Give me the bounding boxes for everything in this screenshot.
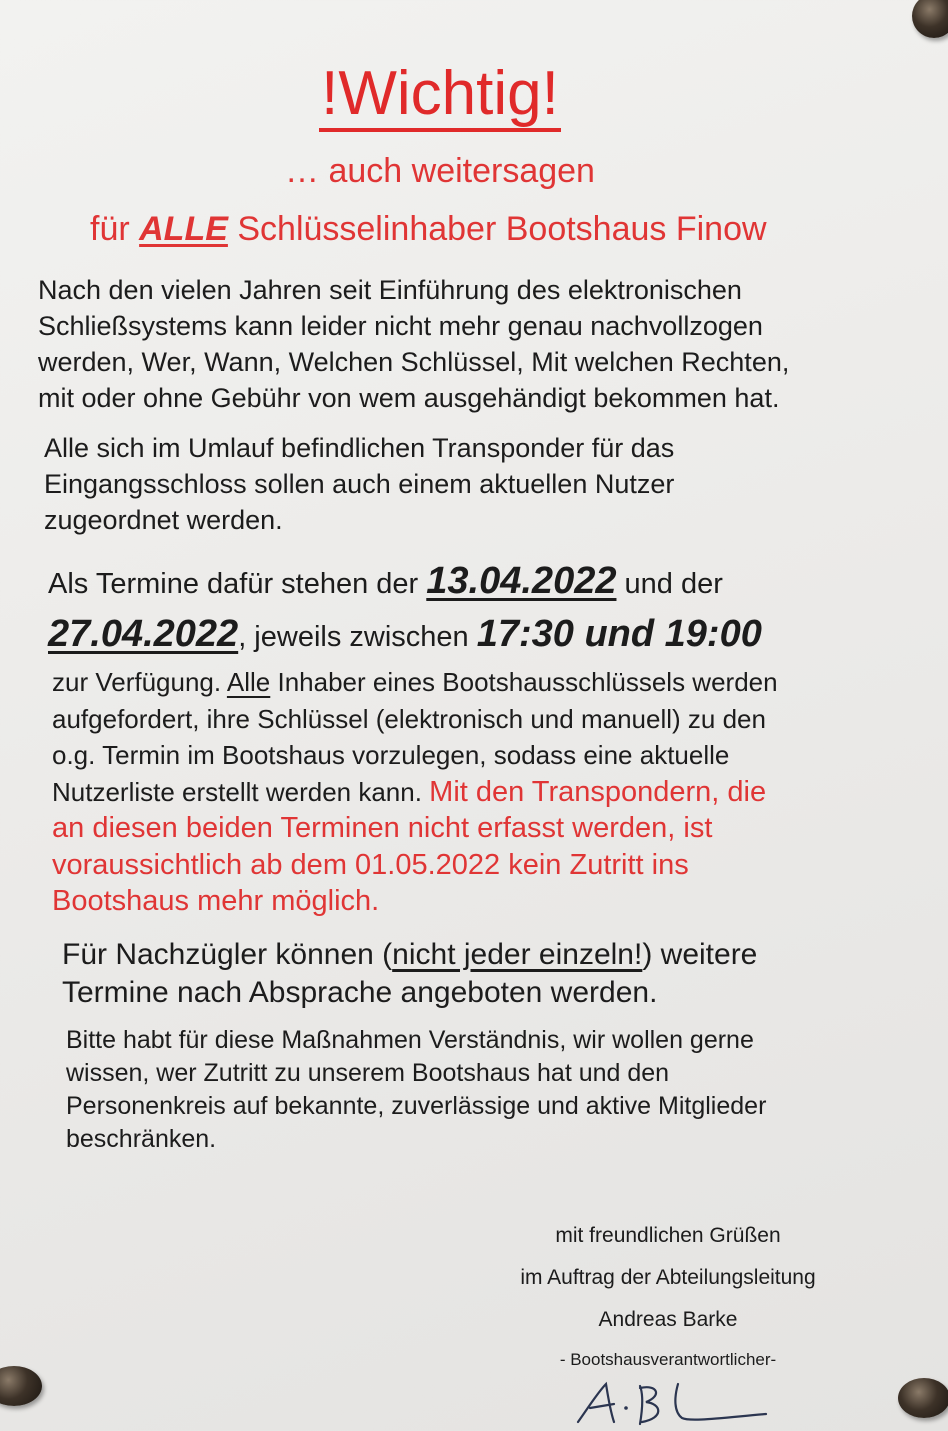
warning-text: Bootshaus mehr möglich. <box>52 885 380 917</box>
warning-text: an diesen beiden Terminen nicht erfasst werden, ist <box>52 812 713 844</box>
notice-subtitle: … auch weitersagen <box>285 152 595 190</box>
paragraph-transponders: Alle sich im Umlauf befindlichen Transponder für das Eingangsschloss sollen auch einem aktuellen Nutzer zugeordnet werden. <box>44 433 675 535</box>
date-first: 13.04.2022 <box>426 560 617 602</box>
paragraph-instructions: zur Verfügung. Alle Inhaber eines Bootshausschlüssels werden aufgefordert, ihre Schlüssel (elektronisch und manuell) zu den o.g. Termin im Bootshaus vorzulegen, sodass eine aktuelle Nutzerliste erstellt werden kann. Mit den Transpondern, die an diesen beiden Terminen nicht erfasst werden, ist voraussichtlich ab dem 01.05.2022 kein Zutritt ins Bootshaus mehr möglich. <box>52 664 778 920</box>
date-second: 27.04.2022 <box>48 613 239 655</box>
warning-text: Mit den Transpondern, die <box>429 775 767 808</box>
closing-greeting: mit freundlichen Grüßen <box>555 1224 781 1247</box>
paragraph-latecomers: Für Nachzügler können (nicht jeder einzeln!) weitere Termine nach Absprache angeboten werden. <box>62 938 758 1009</box>
closing-name: Andreas Barke <box>598 1308 738 1331</box>
notice-title: !Wichtig! <box>0 58 880 129</box>
pushpin-icon <box>0 1366 42 1406</box>
audience-emphasis: ALLE <box>139 210 228 248</box>
closing-role: - Bootshausverantwortlicher- <box>559 1350 777 1369</box>
paragraph-history: Nach den vielen Jahren seit Einführung des elektronischen Schließsystems kann leider nicht mehr genau nachvollzogen werden, Wer, Wann, Welchen Schlüssel, Mit welchen Rechten, mit oder ohne Gebühr von wem ausgehändigt bekommen hat. <box>38 275 790 413</box>
paragraph-appeal: Bitte habt für diese Maßnahmen Verständnis, wir wollen gerne wissen, wer Zutritt zu unserem Bootshaus hat und den Personenkreis auf bekannte, zuverlässige und aktive Mitglieder beschränken. <box>66 1026 767 1153</box>
pushpin-icon <box>912 0 948 38</box>
warning-text: voraussichtlich ab dem 01.05.2022 kein Zutritt ins <box>52 848 689 881</box>
time-window: 17:30 und 19:00 <box>476 613 762 655</box>
paragraph-dates: Als Termine dafür stehen der 13.04.2022 und der 27.04.2022, jeweils zwischen 17:30 und 19:00 <box>48 560 762 655</box>
closing-on-behalf: im Auftrag der Abteilungsleitung <box>520 1266 816 1289</box>
pushpin-icon <box>898 1378 948 1418</box>
signature <box>570 1378 780 1430</box>
notice-audience: für ALLE Schlüsselinhaber Bootshaus Finow <box>90 210 767 248</box>
